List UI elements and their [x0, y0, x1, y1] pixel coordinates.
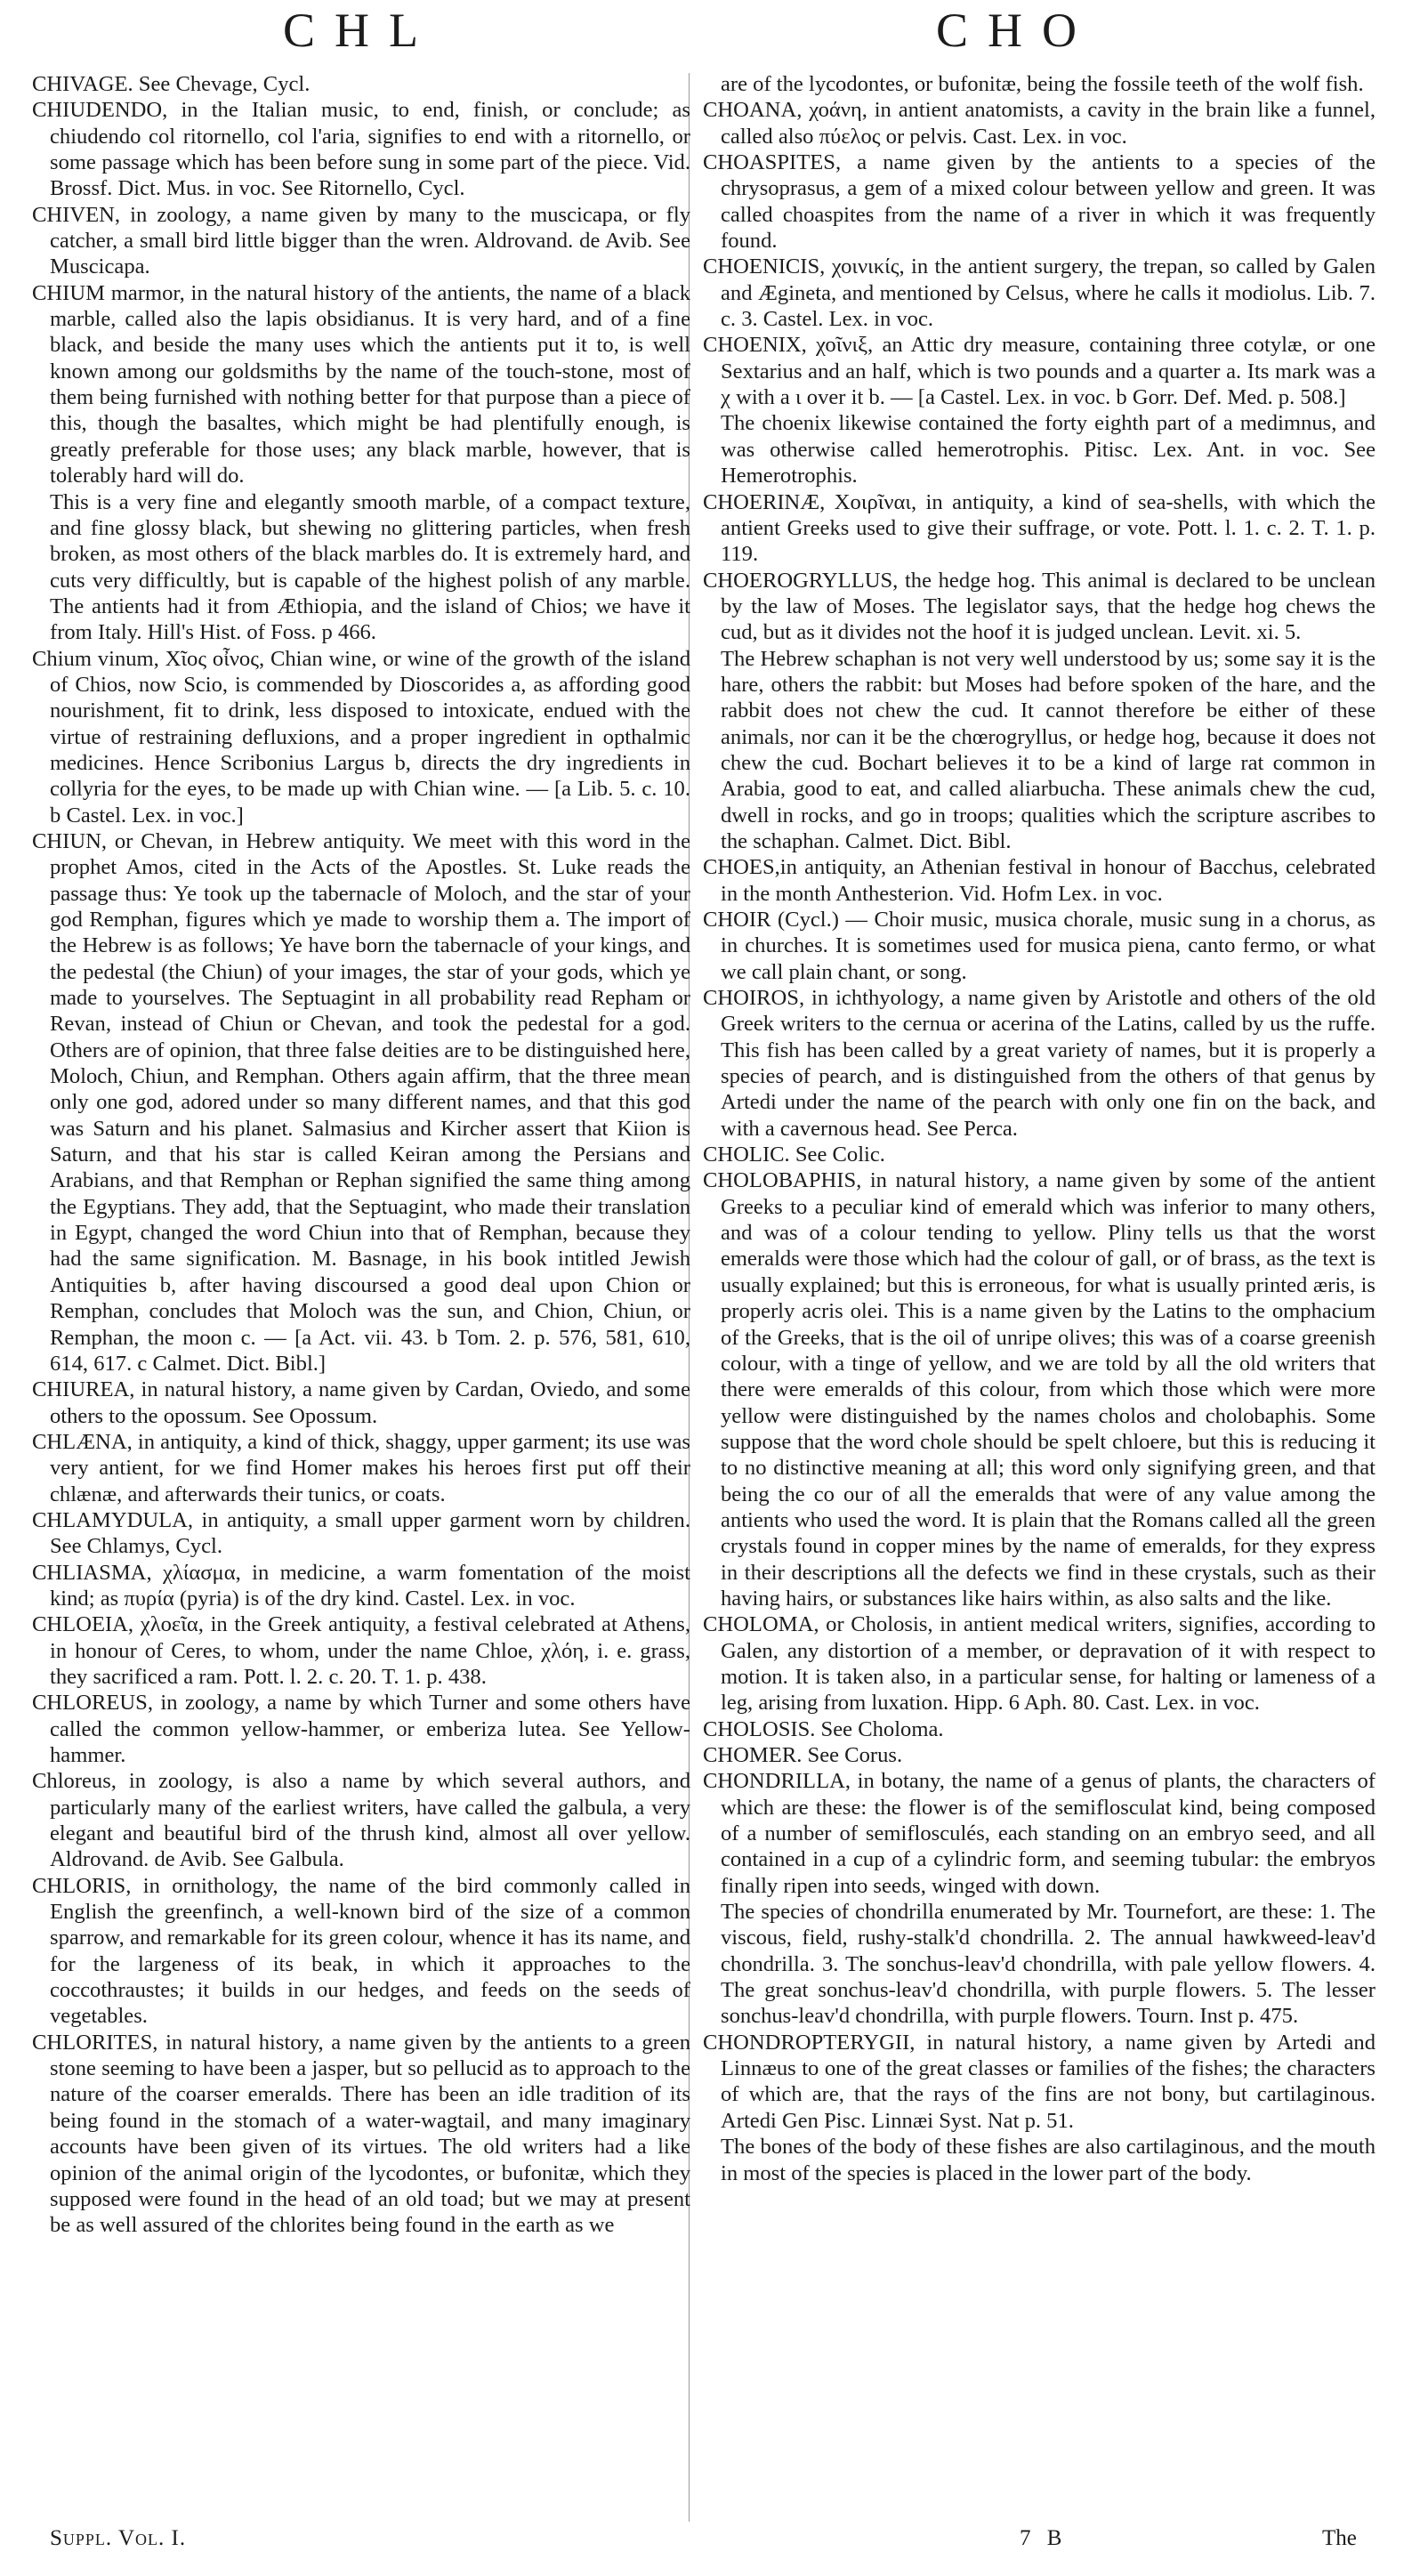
dictionary-entry	[703, 71, 1376, 97]
dictionary-entry	[32, 280, 690, 489]
entry-headword: CHIVAGE.	[32, 72, 133, 96]
entry-text: a name given by the antients to a species of the chrysoprasus, a gem of a mixed colour between yellow and green. It was called choaspites from the name of a river in which it was frequently found.	[721, 150, 1376, 254]
entry-text: χοινικίς, in the antient surgery, the trepan, so called by Galen and Ægineta, and mentioned by Celsus, where he calls it modiolus. Lib. 7. c. 3. Castel. Lex. in voc.	[721, 254, 1376, 332]
dictionary-entry	[32, 1429, 690, 1507]
entry-headword: CHLAMYDULA,	[32, 1507, 194, 1532]
entry-text: in antiquity, a small upper garment worn by children. See Chlamys, Cycl.	[50, 1507, 690, 1559]
entry-text: or Chevan, in Hebrew antiquity. We meet with this word in the prophet Amos, cited in the Acts of the Apostles. St. Luke reads the passage thus: Ye took up the tabernacle of Moloch, and the star of your god Remphan, figures which ye made to worship them a. The import of the Hebrew is as follows; Ye have born the tabernacle of your kings, and the pedestal (the Chiun) of your images, the star of your gods, which ye made to yourselves. The Septuagint in all probability read Repham or Revan, instead of Chiun or Chevan, and took the pedestal for a god. Others are of opinion, that three false deities are to be distinguished here, Moloch, Chiun, and Remphan. Others again affirm, that the three mean only one god, adored under so many different names, and that this god was Saturn and his planet. Salmasius and Kircher assert that Kiion is Saturn, and that his star is called Keiran among the Persians and Arabians, and that Remphan or Rephan signified the same thing among the Egyptians. They add, that the Septuagint, who made their translation in Egypt, changed the word Chiun into that of Remphan, because they had the same signification. M. Basnage, in his book intitled Jewish Antiquities b, after having discoursed a good deal upon Chion or Remphan, concludes that Moloch was the sun, and Chion, Chiun, or Remphan, the moon c. — [a Act. vii. 43. b Tom. 2. p. 576, 581, 610, 614, 617. c Calmet. Dict. Bibl.]	[50, 828, 690, 1376]
entry-text: See Choloma.	[815, 1716, 944, 1741]
entry-headword: Chloreus,	[32, 1769, 117, 1794]
dictionary-entry	[32, 202, 690, 280]
entry-headword: CHOIROS,	[703, 986, 805, 1011]
entry-headword: CHIUM	[32, 280, 105, 305]
signature-line: Suppl. Vol. I.	[50, 2526, 187, 2550]
dictionary-entry	[703, 854, 1376, 907]
dictionary-entry	[703, 1768, 1376, 1899]
dictionary-entry	[32, 646, 690, 828]
dictionary-entry	[32, 2030, 690, 2239]
dictionary-entry	[32, 1377, 690, 1429]
entry-headword: CHOMER.	[703, 1743, 803, 1767]
entry-headword: CHONDROPTERYGII,	[703, 2030, 916, 2055]
dictionary-entry	[703, 646, 1376, 855]
dictionary-entry	[32, 489, 690, 646]
entry-text: This is a very fine and elegantly smooth marble, of a compact texture, and fine glossy black, but shewing no glittering particles, when fresh broken, as most others of the black marbles do. It is extremely hard, and cuts very difficultly, but is capable of the highest polish of any marble. The antients had it from Æthiopia, and the island of Chios; we have it from Italy. Hill's Hist. of Foss. p 466.	[50, 489, 690, 645]
entry-text: in ornithology, the name of the bird commonly called in English the greenfinch, a well-known bird of the size of a common sparrow, and remarkable for its green colour, whence it has its name, and for the largeness of its beak, in which it approaches to the coccothraustes; it builds in our hedges, and feeds on the seeds of vegetables.	[50, 1873, 690, 2029]
entry-text: in natural history, a name given by the antients to a green stone seeming to have been a jasper, but so pellucid as to approach to the nature of the coarser emeralds. There has been an idle tradition of its being found in the stomach of a water-wagtail, and many imaginary accounts have been given of its virtues. The old writers had a like opinion of the animal origin of the lycodontes, or bufonitæ, which they supposed were found in the head of an old toad; but we may at present be as well assured of the chlorites being found in the earth as we	[50, 2030, 690, 2238]
entry-text: See Chevage, Cycl.	[133, 72, 311, 96]
entry-text: See Colic.	[789, 1143, 885, 1167]
dictionary-entry	[703, 254, 1376, 332]
dictionary-entry	[703, 1742, 1376, 1768]
dictionary-entry	[32, 1611, 690, 1690]
entry-text: The Hebrew schaphan is not very well understood by us; some say it is the hare, others the rabbit: but Moses had before spoken of the hare, and the rabbit does not chew the cud. It cannot therefore be either of these animals, nor can it be the chœrogryllus, or hedge hog, because it does not chew the cud. Bochart believes it to be a kind of large rat common in Arabia, good to eat, and called aliarbucha. These animals chew the cud, dwell in rocks, and go in troops; qualities which the scripture ascribes to the schaphan. Calmet. Dict. Bibl.	[721, 646, 1376, 853]
entry-text: in natural history, a name given by some of the antient Greeks to a peculiar kind of emerald which was inferior to many others, and was of a colour tending to yellow. Pliny tells us that the worst emeralds were those which had the colour of gall, or of brass, as the text is usually explained; but this is erroneous, for what is usually printed æris, is properly acris olei. This is a name given by the Latins to the omphacium of the Greeks, that is the oil of unripe olives; this was of a coarse greenish colour, with a tinge of yellow, and we are told by all the old writers that there were emeralds of this colour, from which those which were more yellow were distinguished by the names cholos and cholobaphis. Some suppose that the word chole should be spelt chloere, but this is reducing it to no distinctive meaning at all; this word only signifying green, and that being the co our of all the emeralds that were of any value among the antients who used the word. It is plain that the Romans called all the green crystals found in copper mines by the name of emeralds, for they express in their descriptions all the defects we find in these crystals, such as their having hairs, or substances like hairs within, as also salts and the like.	[721, 1168, 1376, 1611]
entry-headword: CHOES,	[703, 855, 780, 880]
entry-headword: CHOLIC.	[703, 1143, 790, 1167]
dictionary-entry	[703, 985, 1376, 1142]
entry-headword: CHLIASMA,	[32, 1560, 152, 1585]
entry-text: The species of chondrilla enumerated by Mr. Tournefort, are these: 1. The viscous, field, rushy-stalk'd chondrilla. 2. The annual hawkweed-leav'd chondrilla. 3. The sonchus-leav'd chondrilla, with pale yellow flowers. 4. The great sonchus-leav'd chondrilla, with purple flowers. 5. The lesser sonchus-leav'd chondrilla, with purple flowers. Tourn. Inst p. 475.	[721, 1900, 1376, 2029]
entry-text: χοάνη, in antient anatomists, a cavity in the brain like a funnel, called also πύελος or pelvis. Cast. Lex. in voc.	[721, 98, 1376, 149]
entry-text: (Cycl.) — Choir music, musica chorale, music sung in a chorus, as in churches. It is sometimes used for musica piena, canto fermo, or what we call plain chant, or song.	[721, 908, 1376, 984]
entry-text: or Cholosis, in antient medical writers, signifies, according to Galen, any distortion of a member, or depravation of it with respect to motion. It is taken also, in a particular sense, for halting or lameness of a leg, arising from luxation. Hipp. 6 Aph. 80. Cast. Lex. in voc.	[721, 1612, 1376, 1716]
entry-text: in antiquity, a kind of thick, shaggy, upper garment; its use was very antient, for we find Homer makes his heroes first put off their chlænæ, and afterwards their tunics, or coats.	[50, 1429, 690, 1506]
dictionary-entry	[32, 71, 690, 97]
dictionary-entry	[703, 410, 1376, 489]
entry-text: The choenix likewise contained the forty eighth part of a medimnus, and was otherwise called hemerotrophis. Pitisc. Lex. Ant. in voc. See Hemerotrophis.	[721, 411, 1376, 489]
running-head-right: CHO	[936, 4, 1097, 57]
entry-headword: CHIUN,	[32, 828, 108, 853]
entry-text: marmor, in the natural history of the antients, the name of a black marble, called also the lapis obsidianus. It is very hard, and of a fine black, and beside the many uses which the antients put it to, is well known among our goldsmiths by the name of the touch-stone, most of them being furnished with nothing better for that purpose than a piece of this, though the basaltes, which might be had plentifully enough, is greatly preferable for those uses; any black marble, however, that is tolerably hard will do.	[50, 280, 690, 489]
entry-headword: CHIVEN,	[32, 202, 121, 227]
entry-headword: CHIUDENDO,	[32, 98, 168, 123]
left-column	[32, 71, 690, 2239]
entry-headword: CHOIR	[703, 908, 771, 932]
entry-headword: CHLOREUS,	[32, 1691, 153, 1716]
entry-text: in botany, the name of a genus of plants, the characters of which are these: the flower is of the semiflosculat kind, being composed of a number of semiflosculés, each standing on an embryo seed, and all contained in a cup of a cylindric form, and seeming tubular: the embryos finally ripen into seeds, winged with down.	[721, 1769, 1376, 1898]
dictionary-entry	[32, 97, 690, 201]
entry-headword: CHLOEIA,	[32, 1612, 134, 1637]
catchword: The	[1322, 2526, 1357, 2550]
entry-headword: CHIUREA,	[32, 1377, 135, 1402]
dictionary-entry	[703, 1716, 1376, 1742]
entry-text: χλίασμα, in medicine, a warm fomentation of the moist kind; as πυρία (pyria) is of the dry kind. Castel. Lex. in voc.	[50, 1560, 690, 1611]
entry-text: in natural history, a name given by Artedi and Linnæus to one of the great classes or families of the fishes; the characters of which are, that the rays of the fins are not bony, but cartilaginous. Artedi Gen Pisc. Linnæi Syst. Nat p. 51.	[721, 2030, 1376, 2133]
entry-headword: CHOLOMA,	[703, 1612, 819, 1637]
dictionary-entry	[703, 1611, 1376, 1716]
entry-headword: CHOLOBAPHIS,	[703, 1168, 862, 1193]
entry-text: in the Italian music, to end, finish, or conclude; as chiudendo col ritornello, col l'aria, signifies to end with a ritornello, or some passage which has been before sung in some part of the piece. Vid. Brossf. Dict. Mus. in voc. See Ritornello, Cycl.	[50, 98, 690, 201]
dictionary-entry	[703, 568, 1376, 646]
entry-text: the hedge hog. This animal is declared to be unclean by the law of Moses. The legislator says, that the hedge hog chews the cud, but as it divides not the hoof it is judged unclean. Levit. xi. 5.	[721, 568, 1376, 645]
entry-headword: CHLORITES,	[32, 2030, 158, 2055]
gathering-mark: 7 B	[1020, 2526, 1068, 2550]
entry-text: in natural history, a name given by Cardan, Oviedo, and some others to the opossum. See Opossum.	[50, 1377, 690, 1428]
entry-headword: CHOERINÆ,	[703, 489, 826, 514]
dictionary-entry	[32, 1768, 690, 1872]
entry-text: χοῖνιξ, an Attic dry measure, containing three cotylæ, or one Sextarius and an half, which is two pounds and a quarter a. Its mark was a χ with a ι over it b. — [a Castel. Lex. in voc. b Gorr. Def. Med. p. 508.]	[721, 333, 1376, 410]
dictionary-entry	[703, 332, 1376, 410]
entry-headword: CHOASPITES,	[703, 150, 842, 175]
entry-text: in antiquity, an Athenian festival in honour of Bacchus, celebrated in the month Anthesterion. Vid. Hofm Lex. in voc.	[721, 855, 1376, 906]
dictionary-entry	[32, 1507, 690, 1560]
entry-headword: CHLÆNA,	[32, 1429, 133, 1454]
entry-text: The bones of the body of these fishes are also cartilaginous, and the mouth in most of the species is placed in the lower part of the body.	[721, 2135, 1376, 2185]
running-head-left: CHL	[283, 4, 438, 57]
dictionary-entry	[703, 1899, 1376, 2030]
dictionary-entry	[32, 1690, 690, 1768]
entry-text: in zoology, a name by which Turner and some others have called the common yellow-hammer, or emberiza lutea. See Yellow-hammer.	[50, 1691, 690, 1767]
dictionary-entry	[703, 907, 1376, 985]
entry-headword: CHOLOSIS.	[703, 1716, 816, 1741]
entry-headword: CHOEROGRYLLUS,	[703, 568, 899, 593]
dictionary-entry	[703, 2134, 1376, 2186]
entry-headword: CHOENICIS,	[703, 254, 826, 279]
entry-text: in zoology, a name given by many to the muscicapa, or fly catcher, a small bird little bigger than the wren. Aldrovand. de Avib. See Muscicapa.	[50, 202, 690, 279]
dictionary-entry	[703, 489, 1376, 568]
dictionary-entry	[703, 2030, 1376, 2134]
entry-headword: CHOENIX,	[703, 333, 807, 358]
entry-headword: CHOANA,	[703, 98, 803, 123]
dictionary-entry	[703, 97, 1376, 149]
entry-text: are of the lycodontes, or bufonitæ, being the fossile teeth of the wolf fish.	[721, 72, 1364, 96]
entry-text: in ichthyology, a name given by Aristotle and others of the old Greek writers to the cernua or acerina of the Latins, called by us the ruffe. This fish has been called by a great variety of names, but it is properly a species of pearch, and is distinguished from the others of that genus by Artedi under the name of the pearch with only one fin on the back, and with a cavernous head. See Perca.	[721, 986, 1376, 1141]
entry-text: χλοεῖα, in the Greek antiquity, a festival celebrated at Athens, in honour of Ceres, to whom, under the name Chloe, χλόη, i. e. grass, they sacrificed a ram. Pott. l. 2. c. 20. T. 1. p. 438.	[50, 1612, 690, 1689]
entry-text: Χοιρῖναι, in antiquity, a kind of sea-shells, with which the antient Greeks used to give their suffrage, or vote. Pott. l. 1. c. 2. T. 1. p. 119.	[721, 489, 1376, 567]
entry-text: in zoology, is also a name by which several authors, and particularly many of the earliest writers, have called the galbula, a very elegant and beautiful bird of the thrush kind, almost all over yellow. Aldrovand. de Avib. See Galbula.	[50, 1769, 690, 1872]
dictionary-entry	[703, 149, 1376, 254]
dictionary-entry	[32, 828, 690, 1377]
dictionary-entry	[703, 1142, 1376, 1167]
entry-headword: CHONDRILLA,	[703, 1769, 851, 1794]
entry-headword: Chium	[32, 646, 92, 671]
entry-text: vinum, Χῖος οἶνος, Chian wine, or wine of the growth of the island of Chios, now Scio, is commended by Dioscorides a, as affording good nourishment, fit to drink, less disposed to intoxicate, endued with the virtue of restraining defluxions, and a proper ingredient in opthalmic medicines. Hence Scribonius Largus b, directs the dry ingredients in collyria for the eyes, to be made up with Chian wine. — [a Lib. 5. c. 10. b Castel. Lex. in voc.]	[50, 646, 690, 828]
entry-text: See Corus.	[802, 1743, 903, 1767]
dictionary-entry	[703, 1167, 1376, 1611]
dictionary-entry	[32, 1873, 690, 2030]
dictionary-entry	[32, 1560, 690, 1612]
right-column	[703, 71, 1376, 2186]
entry-headword: CHLORIS,	[32, 1873, 132, 1898]
